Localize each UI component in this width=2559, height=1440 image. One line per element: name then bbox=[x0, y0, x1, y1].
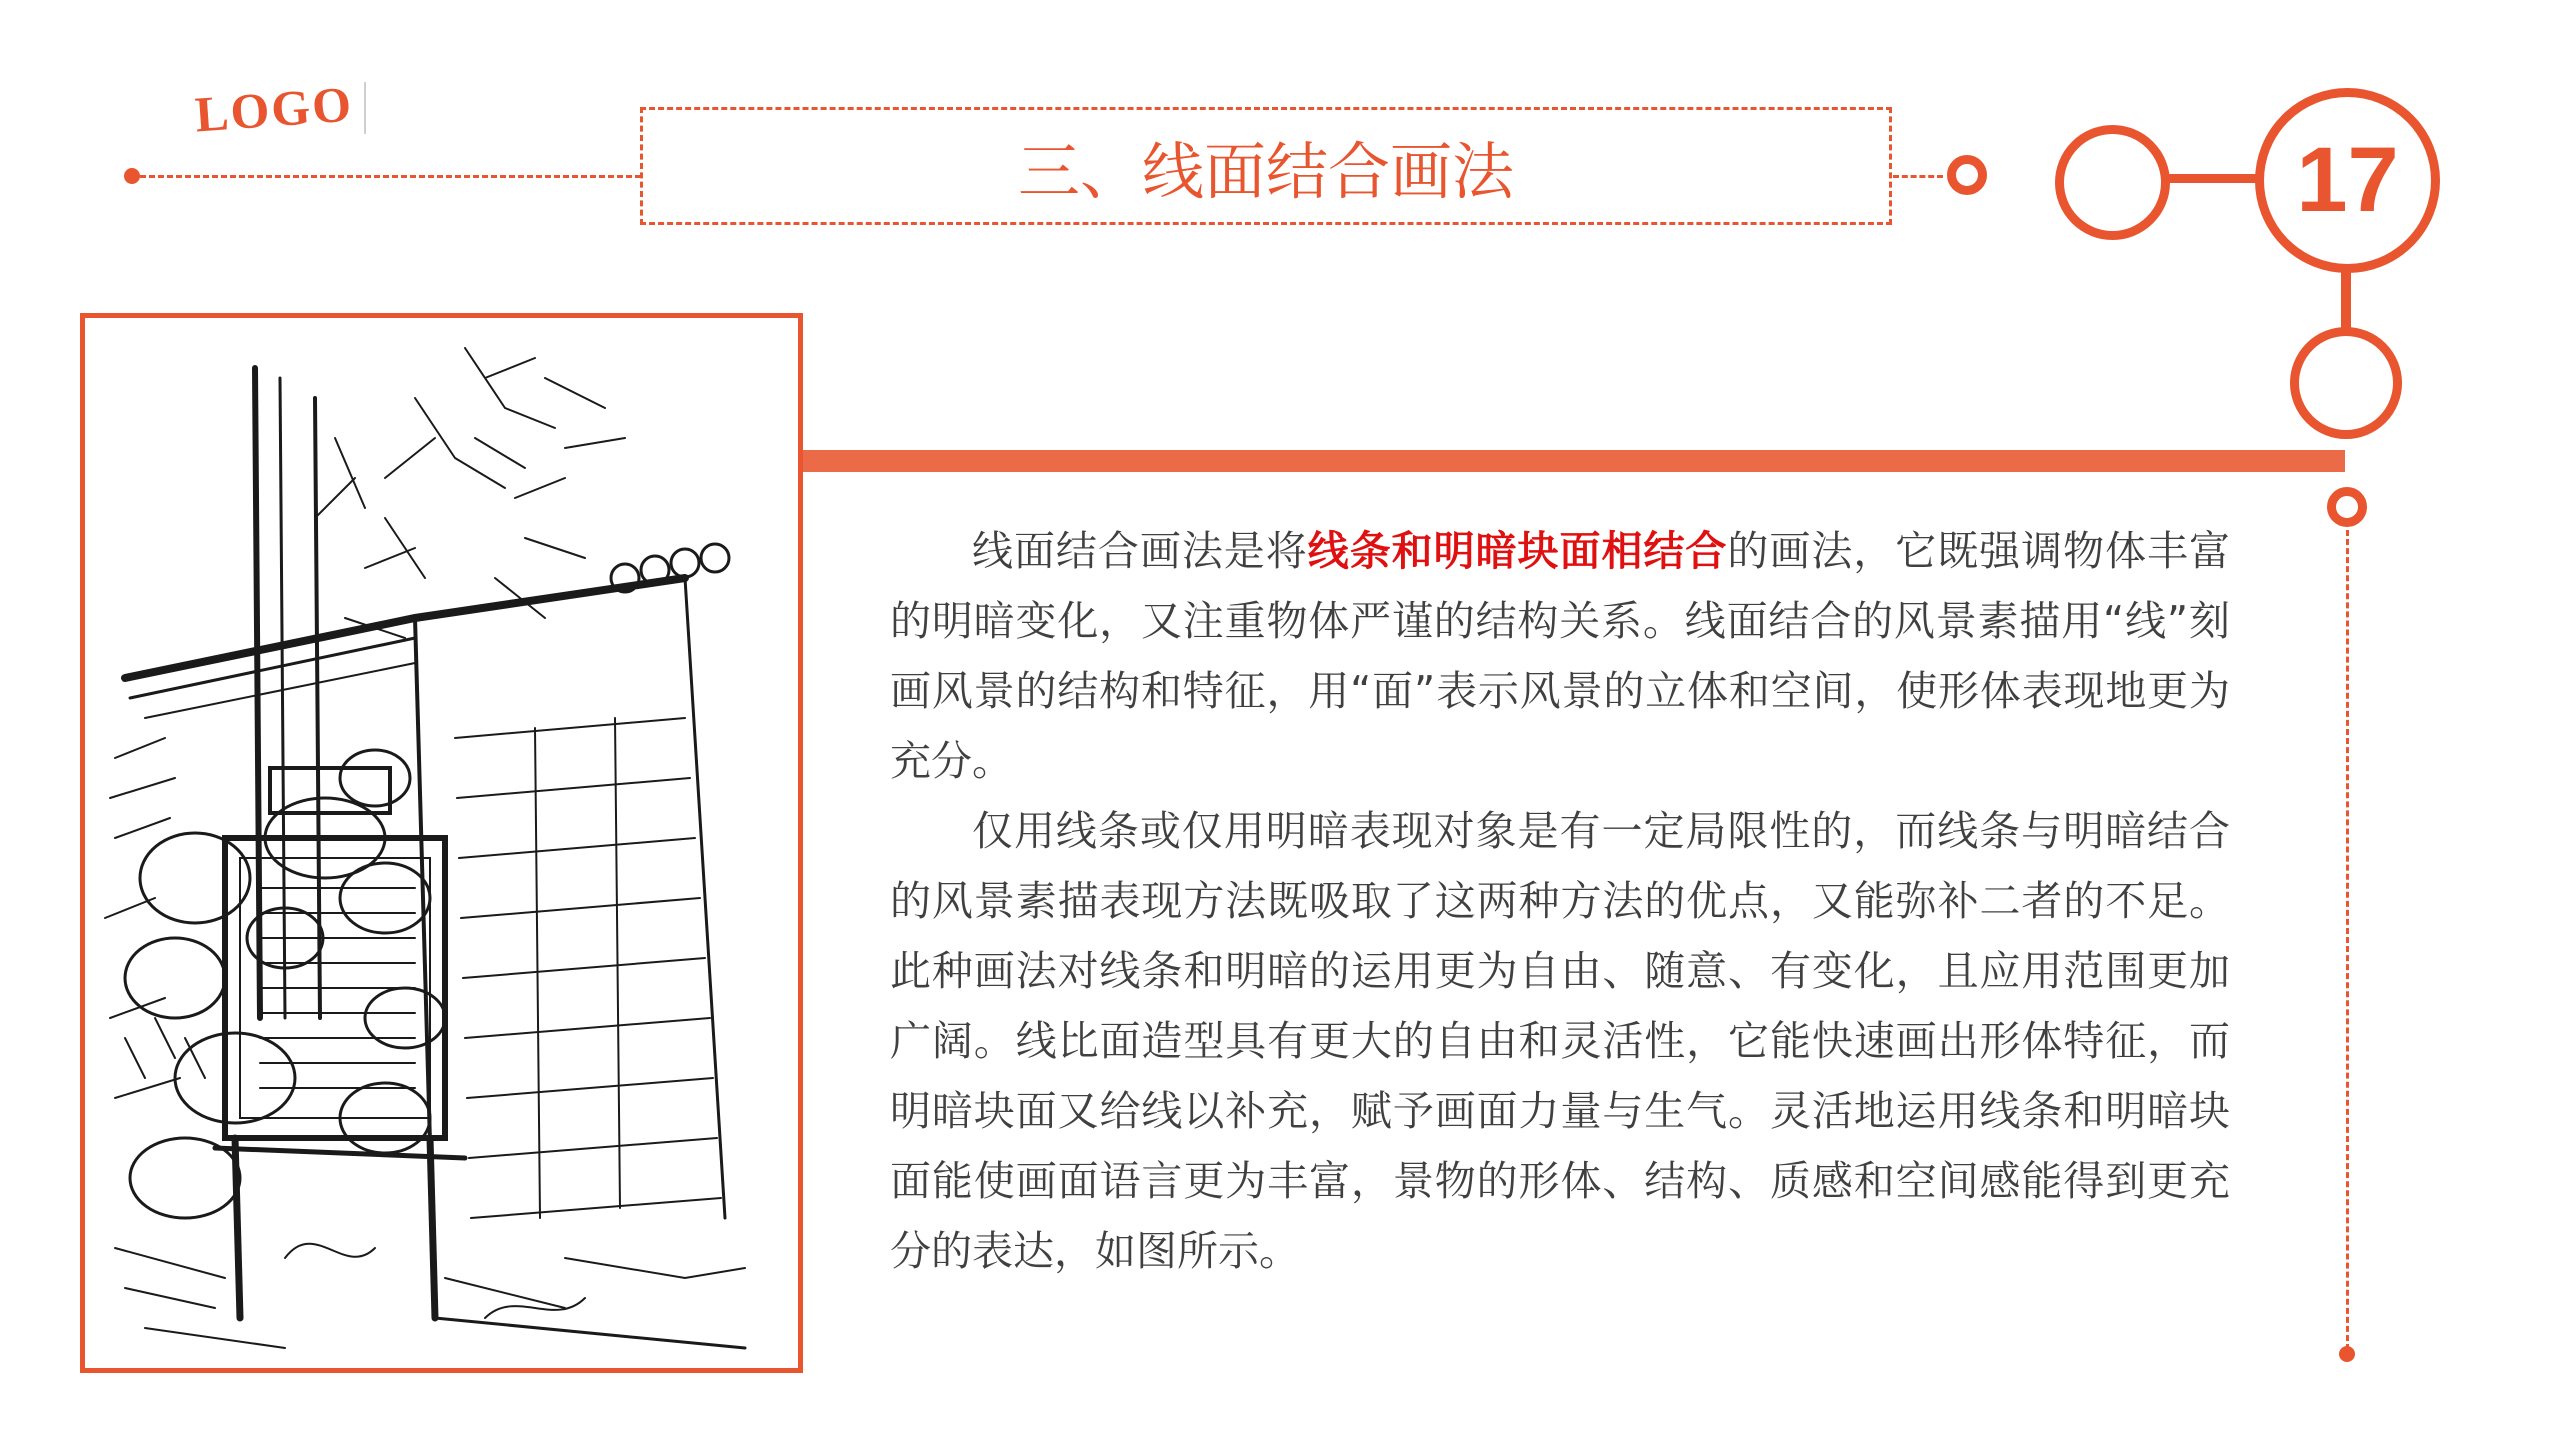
lower-ring-decoration bbox=[2290, 327, 2402, 439]
sketch-illustration-frame bbox=[80, 313, 803, 1373]
highlighted-phrase: 线条和明暗块面相结合 bbox=[1307, 527, 1728, 575]
small-ring-decoration bbox=[1947, 155, 1987, 195]
page-number-ring bbox=[2255, 88, 2440, 273]
vertical-line-end-dot bbox=[2339, 1346, 2355, 1362]
paragraph-1-rest: 的画法，它既强调物体丰富的明暗变化，又注重物体严谨的结构关系。线面结合的风景素描用“线”刻画风景的结构和特征，用“面”表示风景的立体和空间，使形体表现地更为充分。 bbox=[890, 527, 2231, 785]
ring-connector-vertical bbox=[2341, 270, 2351, 332]
title-dashed-line-right bbox=[1893, 175, 1943, 178]
title-box bbox=[640, 107, 1892, 225]
page-title: 三、线面结合画法 bbox=[1017, 134, 1514, 208]
logo: LOGO bbox=[193, 75, 355, 143]
page-number: 17 bbox=[2296, 129, 2399, 231]
medium-ring-decoration bbox=[2055, 125, 2170, 240]
paragraph-1-intro: 线面结合画法是将 bbox=[972, 527, 1308, 575]
title-dashed-line-left bbox=[131, 175, 641, 178]
paragraph-1 bbox=[890, 516, 2230, 796]
body-text bbox=[890, 516, 2230, 1286]
accent-bar bbox=[800, 450, 2345, 472]
paragraph-2: 仅用线条或仅用明暗表现对象是有一定局限性的，而线条与明暗结合的风景素描表现方法既吸取了这两种方法的优点，又能弥补二者的不足。此种画法对线条和明暗的运用更为自由、随意、有变化，且应用范围更加广阔。线比面造型具有更大的自由和灵活性，它能快速画出形体特征，而明暗块面又给线以补充，赋予画面力量与生气。灵活地运用线条和明暗块面能使画面语言更为丰富，景物的形体、结构、质感和空间感能得到更充分的表达，如图所示。 bbox=[890, 807, 2230, 1275]
landscape-sketch-image bbox=[85, 318, 798, 1368]
logo-divider bbox=[364, 82, 366, 134]
tiny-ring-decoration bbox=[2327, 487, 2367, 527]
ring-connector-horizontal bbox=[2168, 174, 2258, 183]
vertical-dashed-line bbox=[2346, 530, 2349, 1350]
